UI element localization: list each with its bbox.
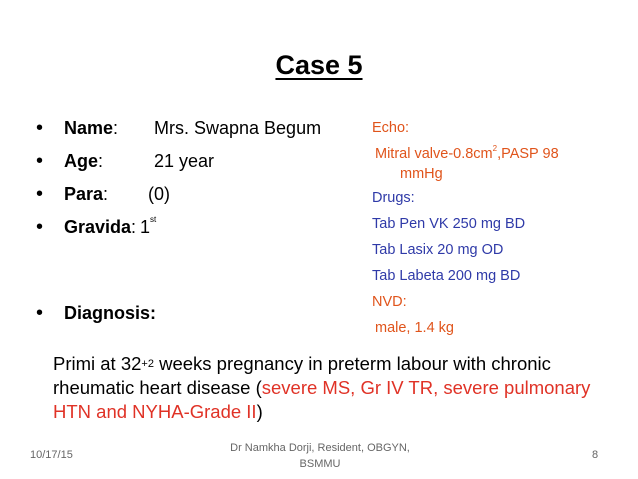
bullet-icon: • — [36, 183, 44, 205]
drug-item: Tab Lasix 20 mg OD — [372, 242, 504, 258]
drug-item: Tab Pen VK 250 mg BD — [372, 216, 526, 232]
drug-item: Tab Labeta 200 mg BD — [372, 268, 521, 284]
diagnosis-label: Diagnosis: — [64, 303, 157, 323]
echo-line2: mmHg — [400, 166, 443, 182]
age-value: 21 year — [154, 151, 215, 171]
diagnosis-highlight: severe MS, Gr IV TR, severe pulmonary HTN and NYHA-Grade II — [53, 377, 591, 422]
drugs-heading: Drugs: — [372, 190, 415, 206]
bullet-icon: • — [36, 150, 44, 172]
bullet-icon: • — [36, 302, 44, 324]
slide-title: Case 5 — [275, 50, 363, 80]
nvd-value: male, 1.4 kg — [375, 320, 454, 336]
name-label: Name: — [64, 118, 119, 138]
age-label: Age: — [64, 151, 104, 171]
page-number: 8 — [592, 449, 599, 461]
nvd-heading: NVD: — [372, 294, 407, 310]
para-label: Para: — [64, 184, 109, 204]
diagnosis-text: Primi at $32^{+2}$ weeks pregnancy in preterm labour with chronic rheumatic heart disease (severe MS, Gr IV TR, severe pulmonary HTN and NYHA-Grade II) — [53, 353, 591, 422]
gravida-value: 1st — [140, 215, 157, 237]
name-value: Mrs. Swapna Begum — [154, 118, 322, 138]
bullet-icon: • — [36, 117, 44, 139]
footer-author: Dr Namkha Dorji, Resident, OBGYN, BSMMU — [230, 442, 410, 470]
footer-date: 10/17/15 — [30, 449, 73, 461]
para-value: (0) — [148, 184, 170, 204]
echo-line1: Mitral valve-$0.8cm^2,PASP$ 98 — [375, 144, 559, 162]
bullet-icon: • — [36, 216, 44, 238]
echo-heading: Echo: — [372, 120, 410, 136]
gravida-label: Gravida: — [64, 217, 137, 237]
